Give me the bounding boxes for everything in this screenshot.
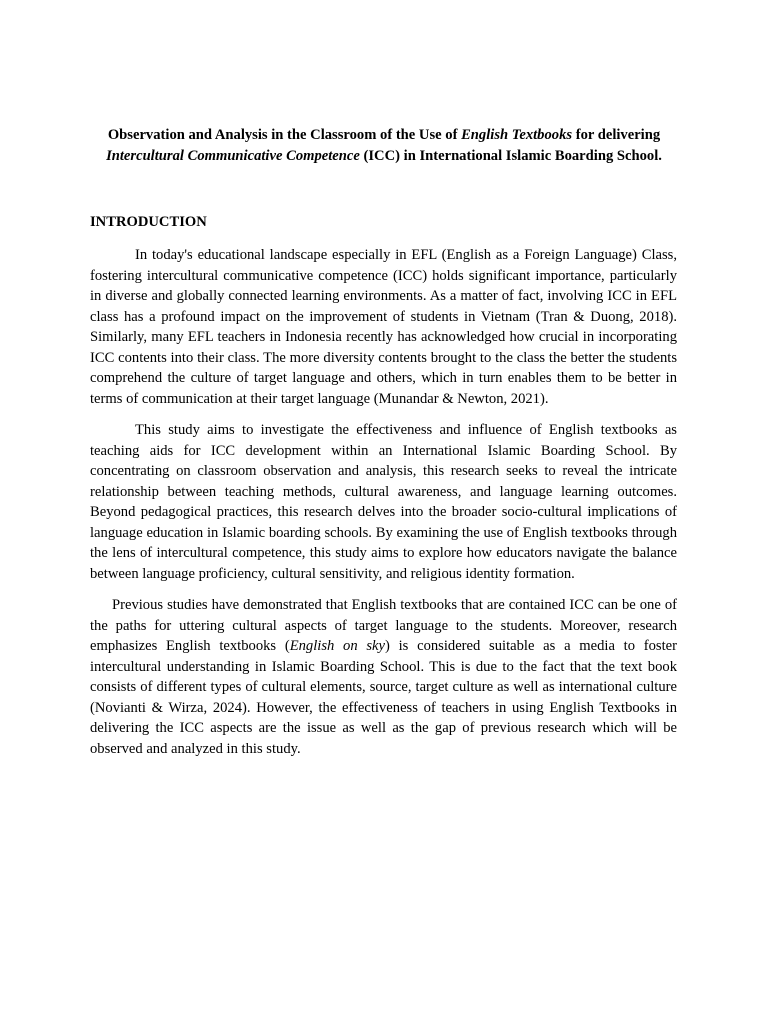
title-italic-icc: Intercultural Communicative Competence [106, 148, 360, 164]
title-part-1: Observation and Analysis in the Classroom of the Use of [107, 127, 462, 143]
document-title [90, 125, 678, 167]
title-part-3: for delivering [572, 127, 661, 143]
title-part-5: (ICC) in International Islamic Boarding School. [359, 148, 662, 164]
introduction-body [90, 245, 677, 770]
paragraph-3-italic-english-on-sky: English on sky [289, 638, 386, 654]
paragraph-2: This study aims to investigate the effectiveness and influence of English textbooks as teaching aids for ICC development within an International Islamic Boarding School. By concentrating on classroom observation and analysis, this research seeks to reveal the intricate relationship between teaching methods, cultural awareness, and language learning outcomes. Beyond pedagogical practices, this research delves into the broader socio-cultural implications of language education in Islamic boarding schools. By examining the use of English textbooks through the lens of intercultural competence, this study aims to explore how educators navigate the balance between language proficiency, cultural sensitivity, and religious identity formation. [90, 422, 677, 582]
paragraph-3 [90, 595, 677, 759]
paragraph-3-part-3: ) is considered suitable as a media to foster intercultural understanding in Islamic Boarding School. This is due to the fact that the text book consists of different types of cultural elements, source, target culture as well as international culture (Novianti & Wirza, 2024). However, the effectiveness of teachers in using English Textbooks in delivering the ICC aspects are the issue as well as the gap of previous research which will be observed and analyzed in this study. [90, 638, 678, 757]
paragraph-1: In today's educational landscape especially in EFL (English as a Foreign Language) Class, fostering intercultural communicative competence (ICC) holds significant importance, particularly in diverse and globally connected learning environments. As a matter of fact, involving ICC in EFL class has a profound impact on the improvement of students in Vietnam (Tran & Duong, 2018). Similarly, many EFL teachers in Indonesia recently has acknowledged how crucial in incorporating ICC contents into their class. The more diversity contents brought to the class the better the students comprehend the culture of target language and others, which in turn enables them to be better in terms of communication at their target language (Munandar & Newton, 2021). [90, 247, 677, 407]
section-heading-introduction: INTRODUCTION [90, 214, 207, 230]
title-italic-english-textbooks: English Textbooks [461, 127, 573, 143]
paragraph-3-part-1: Previous studies have demonstrated that English textbooks that are contained ICC can be one of the paths for uttering cultural aspects of target language to the students. Moreover, research emphasizes English textbooks ( [90, 597, 677, 654]
